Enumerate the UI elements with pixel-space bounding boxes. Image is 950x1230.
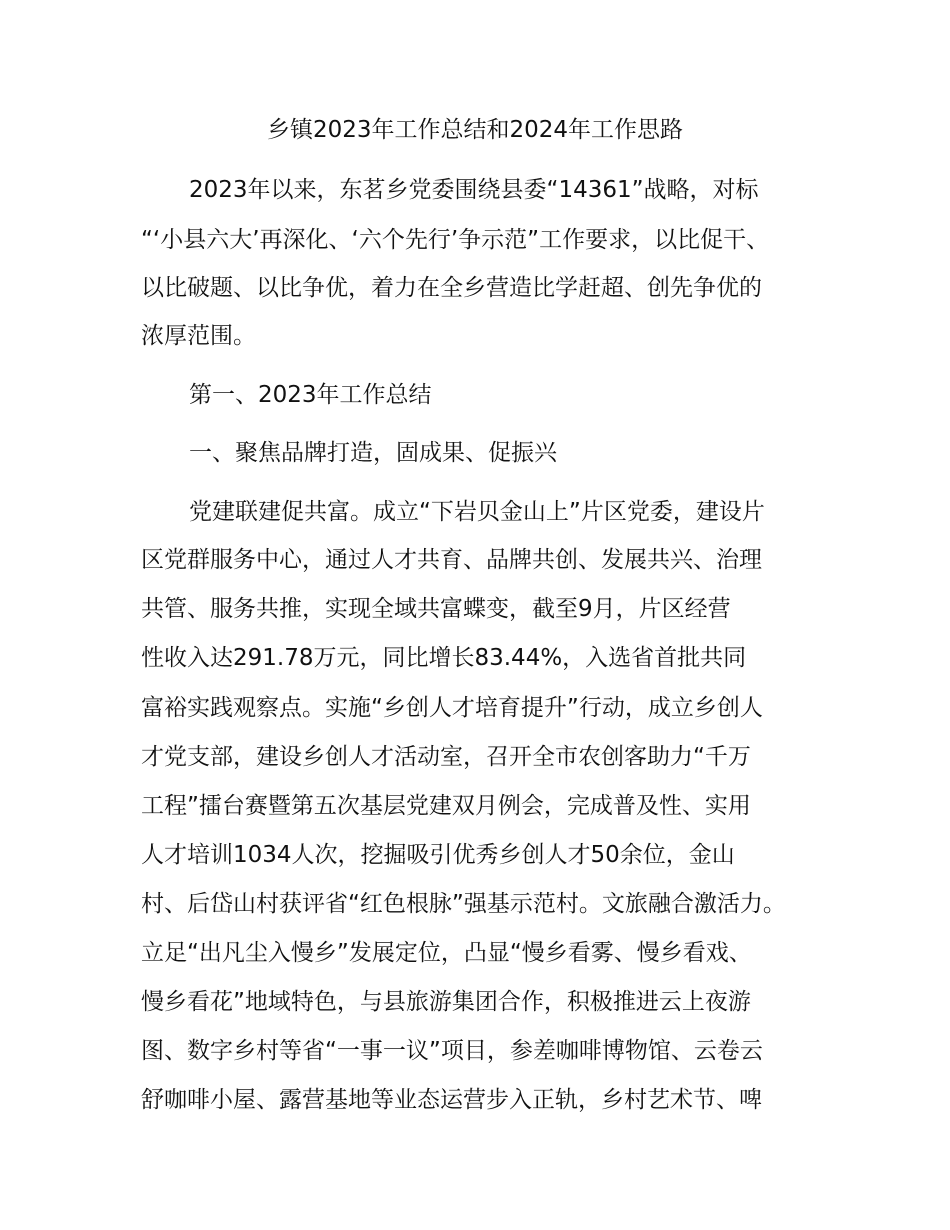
paragraph-line: 慢乡看花”地域特色，与县旅游集团合作，积极推进云上夜游 bbox=[141, 989, 751, 1015]
paragraph-line: 立足“出凡尘入慢乡”发展定位，凸显“慢乡看雾、慢乡看戏、 bbox=[141, 940, 752, 966]
paragraph-line: 人才培训1034人次，挖掘吸引优秀乡创人才50余位，金山 bbox=[141, 842, 735, 868]
paragraph-line: 才党支部，建设乡创人才活动室，召开全市农创客助力“千万 bbox=[141, 744, 751, 770]
paragraph-line: 图、数字乡村等省“一事一议”项目，参差咖啡博物馆、云卷云 bbox=[141, 1038, 763, 1064]
paragraph-line: 以比破题、以比争优，着力在全乡营造比学赶超、创先争优的 bbox=[141, 275, 762, 301]
subsection-heading: 一、聚焦品牌打造，固成果、促振兴 bbox=[189, 440, 557, 466]
paragraph-line: 区党群服务中心，通过人才共育、品牌共创、发展共兴、治理 bbox=[141, 547, 762, 573]
paragraph-line: “‘小县六大’再深化、‘六个先行’争示范”工作要求，以比促干、 bbox=[141, 227, 770, 253]
paragraph-line: 工程”擂台赛暨第五次基层党建双月例会，完成普及性、实用 bbox=[141, 793, 751, 819]
paragraph-line: 浓厚范围。 bbox=[141, 323, 256, 349]
paragraph-line: 党建联建促共富。成立“下岩贝金山上”片区党委，建设片 bbox=[189, 499, 765, 525]
section-heading: 第一、2023年工作总结 bbox=[189, 382, 432, 408]
paragraph-line: 舒咖啡小屋、露营基地等业态运营步入正轨，乡村艺术节、啤 bbox=[141, 1087, 762, 1113]
paragraph-line: 2023年以来，东茗乡党委围绕县委“14361”战略，对标 bbox=[189, 177, 759, 203]
document-title: 乡镇2023年工作总结和2024年工作思路 bbox=[266, 117, 684, 143]
paragraph-line: 村、后岱山村获评省“红色根脉”强基示范村。文旅融合激活力。 bbox=[141, 891, 786, 917]
paragraph-line: 富裕实践观察点。实施“乡创人才培育提升”行动，成立乡创人 bbox=[141, 695, 763, 721]
paragraph-line: 共管、服务共推，实现全域共富蝶变，截至9月，片区经营 bbox=[141, 596, 731, 622]
paragraph-line: 性收入达291.78万元，同比增长83.44%，入选省首批共同 bbox=[141, 645, 747, 671]
